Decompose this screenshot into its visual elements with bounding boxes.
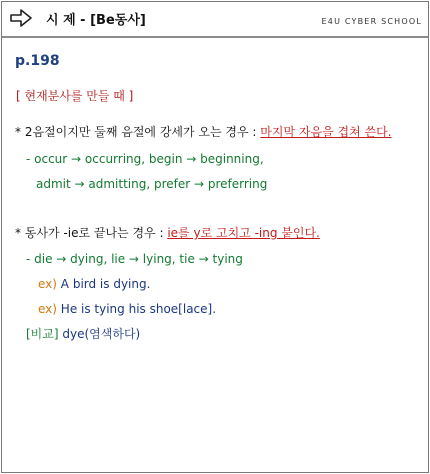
example-2-line-1: - die → dying, lie → lying, tie → tying [26, 252, 243, 266]
arrow-right-icon [9, 8, 33, 28]
example-sentence-1 [38, 276, 150, 292]
page-title: 시 제 - [Be동사] [46, 13, 146, 28]
section-heading: [ 현재분사를 만들 때 ] [16, 89, 134, 103]
example-1-line-2: admit → admitting, prefer → preferring [36, 177, 268, 191]
rule-2 [15, 225, 320, 241]
compare-text: dye(염색하다) [62, 327, 141, 341]
content-frame [1, 1, 429, 473]
example-sentence-text: A bird is dying. [60, 277, 151, 291]
rule-2-bullet: * [15, 226, 21, 240]
rule-1 [15, 124, 391, 140]
example-sentence-text: He is tying his shoe[lace]. [60, 302, 217, 316]
page-number: p.198 [15, 53, 60, 69]
rule-1-highlight: 마지막 자음을 겹쳐 쓴다. [260, 125, 392, 139]
example-1-line-1: - occur → occurring, begin → beginning, [26, 152, 264, 166]
example-label: ex) [38, 277, 57, 291]
rule-1-text: 2음절이지만 둘째 음절에 강세가 오는 경우 : [24, 125, 257, 139]
example-sentence-2 [38, 301, 216, 317]
rule-1-bullet: * [15, 125, 21, 139]
header-bar [2, 2, 428, 34]
example-label: ex) [38, 302, 57, 316]
school-name: E4U CYBER SCHOOL [321, 17, 422, 26]
rule-2-text: 동사가 -ie로 끝나는 경우 : [24, 226, 164, 240]
rule-2-highlight: ie를 y로 고치고 -ing 붙인다. [167, 226, 320, 240]
compare-label: [비교] [26, 327, 59, 341]
header-divider [2, 36, 428, 38]
compare-note [26, 326, 140, 342]
